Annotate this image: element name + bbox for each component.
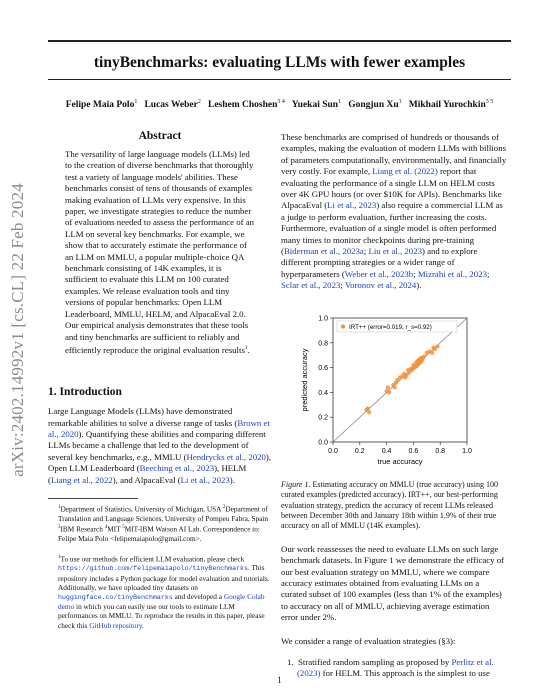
author: Mikhail Yurochkin$^{3 5}$ [408, 99, 494, 111]
data-point [435, 344, 439, 348]
legend-label: IRT++ (error=0.019, r_s=0.92) [349, 323, 432, 331]
page-number: 1 [277, 675, 282, 685]
legend-marker [341, 324, 345, 328]
x-tick-label: 0.2 [354, 447, 365, 455]
footnote-rule [48, 498, 138, 499]
x-tick-label: 0.0 [328, 447, 338, 455]
data-point [366, 406, 370, 410]
citation-link[interactable]: Hendrycks et al., 2020 [186, 451, 266, 462]
citation-link[interactable]: Brown et al., 2020 [48, 417, 270, 440]
title-bottom-rule [48, 79, 511, 80]
x-axis-label: true accuracy [377, 456, 423, 466]
huggingface-url-link[interactable]: huggingface.co/tinyBenchmarks [58, 593, 173, 601]
github-url-link[interactable]: https://github.com/felipemaiapolo/tinyBenchmarks [58, 565, 248, 573]
author: Gongjun Xu$^1$ [348, 99, 402, 111]
y-tick-label: 0.8 [318, 339, 328, 347]
abstract-text: The versatility of large language models (LLMs) led to the creation of diverse benchmarks that thoroughly test a variety of language models' abilities. These benchmarks consist of tens of thousands of examples making evaluation of LLMs very expensive. In this paper, we investigate strategies to reduce the number of evaluations needed to assess the performance of an LLM on several key benchmarks. For example, we show that to accurately estimate the performance of an LLM on MMLU, a popular multiple-choice QA benchmark consisting of 14K examples, it is sufficient to evaluate this LLM on 100 curated examples. We release evaluation tools and tiny versions of popular benchmarks: Open LLM Leaderboard, MMLU, HELM, and AlpacaEval 2.0. Our empirical analysis demonstrates that these tools and tiny benchmarks are sufficient to reliably and efficiently reproduce the original evaluation results$^1$. [65, 149, 255, 355]
data-point [367, 410, 371, 414]
github-repository-link[interactable]: GitHub repository [89, 620, 143, 630]
y-tick-label: 0.0 [318, 439, 328, 447]
data-point [430, 350, 434, 354]
author: Felipe Maia Polo$^1$ [65, 99, 138, 111]
paper-title: tinyBenchmarks: evaluating LLMs with fewer examples [93, 54, 466, 71]
y-tick-label: 1.0 [318, 315, 328, 323]
data-point [393, 385, 397, 389]
arxiv-stamp-text: arXiv:2402.14992v1 [cs.CL] 22 Feb 2024 [8, 183, 27, 477]
x-tick-label: 1.0 [462, 447, 472, 455]
citation-link[interactable]: Voronov et al., 2024 [344, 280, 417, 291]
citation-link[interactable]: Biderman et al., 2023a [283, 246, 364, 257]
citation-link[interactable]: Mizrahi et al., 2023 [417, 268, 487, 279]
right-paragraph-3: We consider a range of evaluation strategies (§3): [281, 635, 456, 646]
y-axis-label: predicted accuracy [300, 348, 309, 412]
citation-link[interactable]: Liu et al., 2023 [368, 246, 422, 257]
methods-footnote: $^1$To use our methods for efficient LLM evaluation, please check https://github.com/felipemaiapolo/tinyBenchmarks. This repository includes a Python package for model evaluation and tutorials. Additionally, we have uploaded tiny datasets on huggingface.co/tinyBenchmarks and developed a Google Colab demo in which you can easily use our tools to estimate LLM performances on MMLU. To reproduce the results in this paper, please check this GitHub repository. [58, 554, 270, 630]
section-heading-introduction: 1. Introduction [48, 386, 122, 399]
y-tick-label: 0.4 [318, 389, 328, 397]
list-item: 1. Stratified random sampling as proposed by Perlitz et al. (2023) for HELM. This approach is the simplest to use [287, 656, 494, 679]
right-paragraph-2: Our work reassesses the need to evaluate LLMs on such large benchmark datasets. In Figure 1 we demonstrate the efficacy of our best evaluation strategy on MMLU, where we compare accuracy estimates obtained from evaluating LLMs on a curated subset of 100 examples (less than 1% of the examples) to accuracy on all of MMLU, achieving average estimation error under 2%. [281, 543, 505, 623]
left-column [48, 130, 272, 630]
data-point [387, 390, 391, 394]
affiliation-footnote: $^1$Department of Statistics, University of Michigan, USA $^2$Department of Translation and Language Sciences, University of Pompeu Fabra, Spain $^3$IBM Research $^4$MIT $^5$MIT-IBM Watson AI Lab. Correspondence to: Felipe Maia Polo <felipemaiapolo@gmail.com>. [58, 504, 269, 543]
right-paragraph-1: These benchmarks are comprised of hundreds or thousands of examples, making the evaluation of modern LLMs with billions of parameters computationally, environmentally, and financially very costly. For example, Liang et al. (2022) report that evaluating the performance of a single LLM on HELM costs over 4K GPU hours (or over $10K for APIs). Benchmarks like AlpacaEval (Li et al., 2023) also require a commercial LLM as a judge to perform evaluation, further increasing the costs. Furthermore, evaluation of a single model is often performed many times to monitor checkpoints during pre-training (Biderman et al., 2023a; Liu et al., 2023) and to explore different prompting strategies or a wider range of hyperparameters (Weber et al., 2023b; Mizrahi et al., 2023; Sclar et al., 2023; Voronov et al., 2024). [281, 132, 507, 291]
abstract-heading: Abstract [138, 130, 182, 142]
citation-link[interactable]: Beeching et al., 2023 [139, 463, 215, 474]
citation-link[interactable]: Sclar et al., 2023 [281, 280, 341, 291]
x-tick-label: 0.4 [381, 447, 392, 455]
citation-link[interactable]: Perlitz et al. (2023) [297, 656, 494, 679]
author: Leshem Choshen$^{3 4}$ [207, 99, 285, 111]
data-point [386, 385, 390, 389]
y-tick-label: 0.6 [318, 364, 328, 372]
citation-link[interactable]: Li et al., 2023 [180, 474, 230, 485]
data-point [422, 354, 426, 358]
x-tick-label: 0.8 [435, 447, 446, 455]
author-list [0, 99, 559, 110]
x-tick-label: 0.6 [408, 447, 419, 455]
figure-caption: Figure 1. Estimating accuracy on MMLU (true accuracy) using 100 curated examples (predicted accuracy). IRT++, our best-performing evaluation strategy, predicts the accuracy of recent LLMs released between December 30th and January 18th within 1.9% of their true accuracy on all of MMLU (14K examples). [281, 479, 498, 531]
citation-link[interactable]: Liang et al. (2022) [372, 166, 438, 177]
scatter-chart [281, 304, 507, 474]
diagonal-reference-line [333, 318, 467, 442]
arxiv-stamp [6, 170, 30, 490]
intro-paragraph: Large Language Models (LLMs) have demonstrated remarkable abilities to solve a diverse range of tasks (Brown et al., 2020). Quantifying these abilities and comparing different LLMs became a challenge that led to the development of several key benchmarks, e.g., MMLU (Hendrycks et al., 2020), Open LLM Leaderboard (Beeching et al., 2023), HELM (Liang et al., 2022), and AlpacaEval (Li et al., 2023). [48, 406, 272, 485]
y-tick-label: 0.2 [318, 414, 328, 422]
figure-1 [281, 304, 507, 474]
right-column [281, 132, 507, 680]
colab-demo-link[interactable]: Google Colab demo [58, 591, 265, 612]
author: Yuekai Sun$^1$ [291, 99, 342, 111]
author: Lucas Weber$^2$ [144, 99, 201, 111]
title-top-rule [48, 40, 511, 42]
citation-link[interactable]: Li et al., 2023 [327, 200, 377, 211]
citation-link[interactable]: Weber et al., 2023b [344, 268, 414, 279]
citation-link[interactable]: Liang et al., 2022 [50, 474, 113, 485]
